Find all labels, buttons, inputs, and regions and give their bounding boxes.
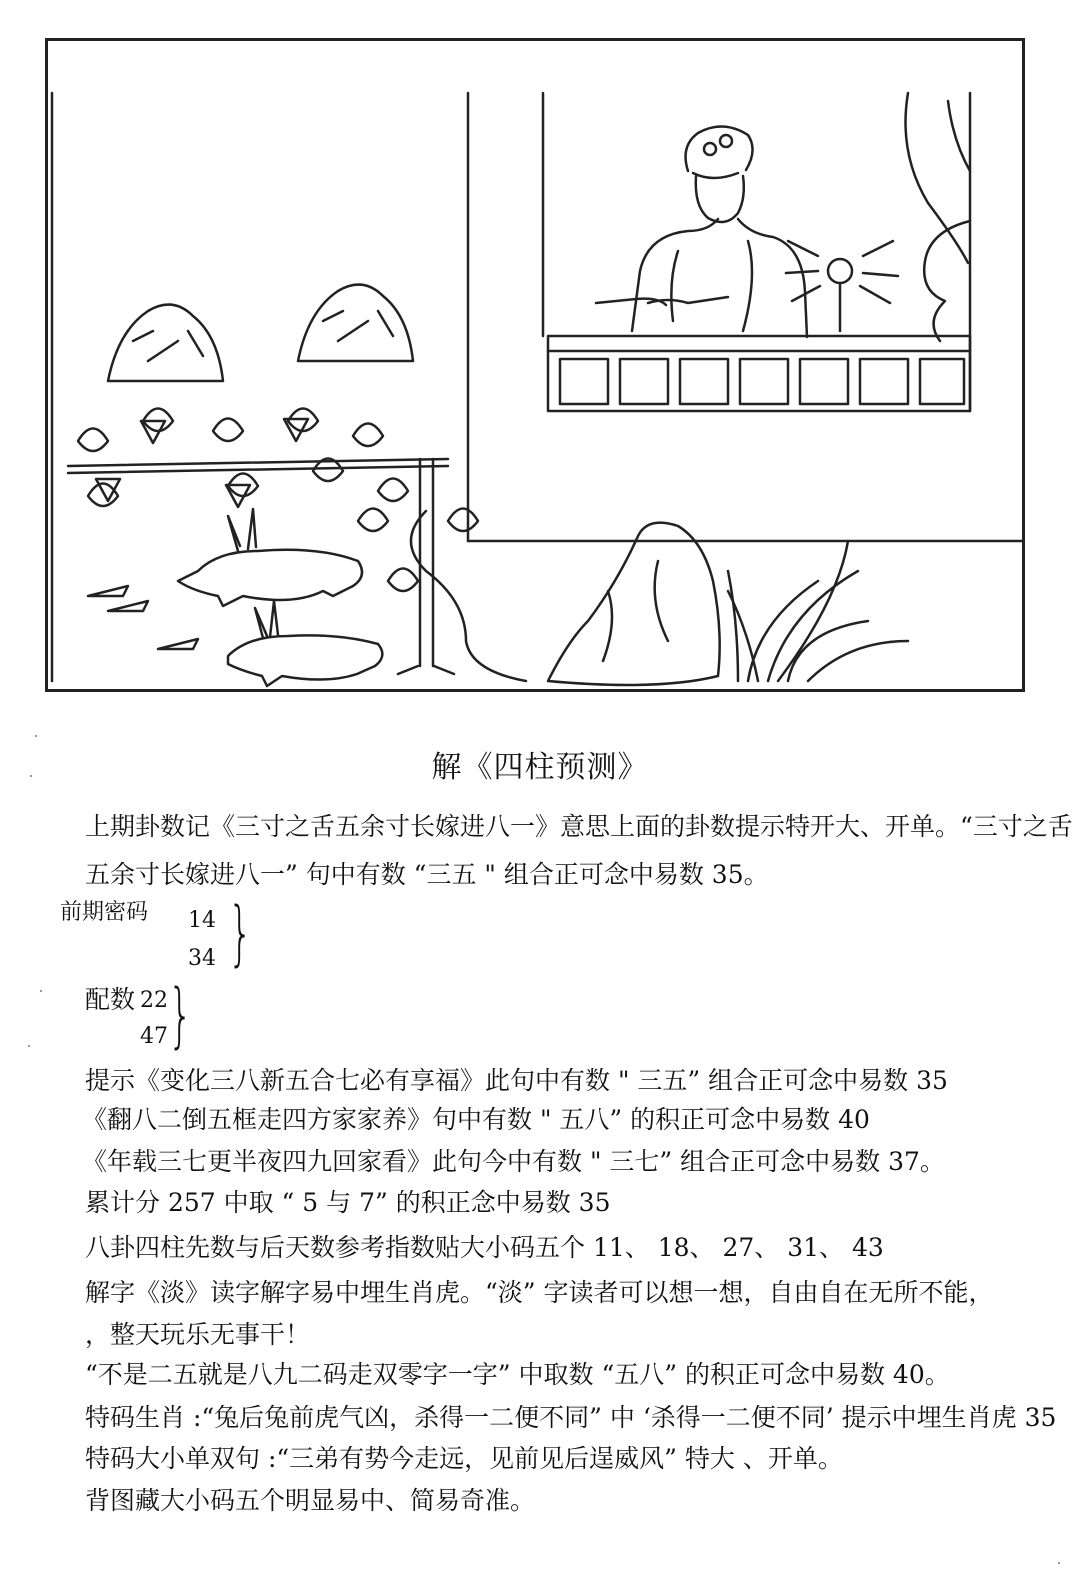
pairing-brace: } <box>168 974 193 1056</box>
previous-code-label: 前期密码 <box>60 900 149 925</box>
scan-speck <box>1058 1562 1060 1564</box>
text-line-cumulative: 累计分 257 中取 “ 5 与 7” 的积正念中易数 35 <box>85 1188 611 1217</box>
page-title: 解《四柱预测》 <box>431 750 649 785</box>
text-line-size-parity: 特码大小单双句 :“三弟有势今走远，见前见后逞威风” 特大 、开单。 <box>85 1444 843 1473</box>
previous-code-value-1: 14 <box>188 908 216 933</box>
paragraph-line-1: 上期卦数记《三寸之舌五余寸长嫁进八一》意思上面的卦数提示特开大、开单。“三寸之舌 <box>85 812 1073 841</box>
text-line-hint-3: 《年载三七更半夜四九回家看》此句今中有数 " 三七” 组合正可念中易数 37。 <box>82 1147 945 1176</box>
paragraph-line-2: 五余寸长嫁进八一” 句中有数 “三五 " 组合正可念中易数 35。 <box>85 860 769 889</box>
text-line-hint-2: 《翻八二倒五框走四方家家养》句中有数 " 五八” 的积正可念中易数 40 <box>82 1105 870 1134</box>
illustration-frame <box>45 38 1025 692</box>
text-line-bagua: 八卦四柱先数与后天数参考指数贴大小码五个 11、 18、 27、 31、 43 <box>85 1233 884 1262</box>
pairing-value-1: 22 <box>140 988 168 1013</box>
text-line-zodiac: 特码生肖 :“兔后兔前虎气凶，杀得一二便不同” 中 ‘杀得一二便不同’ 提示中埋生肖虎 35 <box>85 1403 1057 1432</box>
previous-code-brace: } <box>228 892 253 974</box>
pairing-label: 配数 <box>85 985 136 1014</box>
line-drawing-illustration <box>48 41 1022 689</box>
text-line-word-puzzle: 解字《淡》读字解字易中埋生肖虎。“淡” 字读者可以想一想，自由自在无所不能， <box>85 1278 994 1307</box>
pairing-value-2: 47 <box>140 1024 168 1049</box>
scan-speck <box>40 990 42 992</box>
scan-speck <box>30 775 32 777</box>
scan-speck <box>28 1045 30 1047</box>
text-line-hint-1: 提示《变化三八新五合七必有享福》此句中有数 " 三五” 组合正可念中易数 35 <box>85 1066 948 1095</box>
previous-code-value-2: 34 <box>188 946 216 971</box>
scan-speck <box>35 735 37 737</box>
text-line-word-puzzle-cont: ，整天玩乐无事干！ <box>85 1320 311 1349</box>
text-line-hidden-codes: 背图藏大小码五个明显易中、简易奇准。 <box>85 1486 536 1515</box>
text-line-phrase: “不是二五就是八九二码走双零字一字” 中取数 “五八” 的积正可念中易数 40。 <box>85 1360 950 1389</box>
